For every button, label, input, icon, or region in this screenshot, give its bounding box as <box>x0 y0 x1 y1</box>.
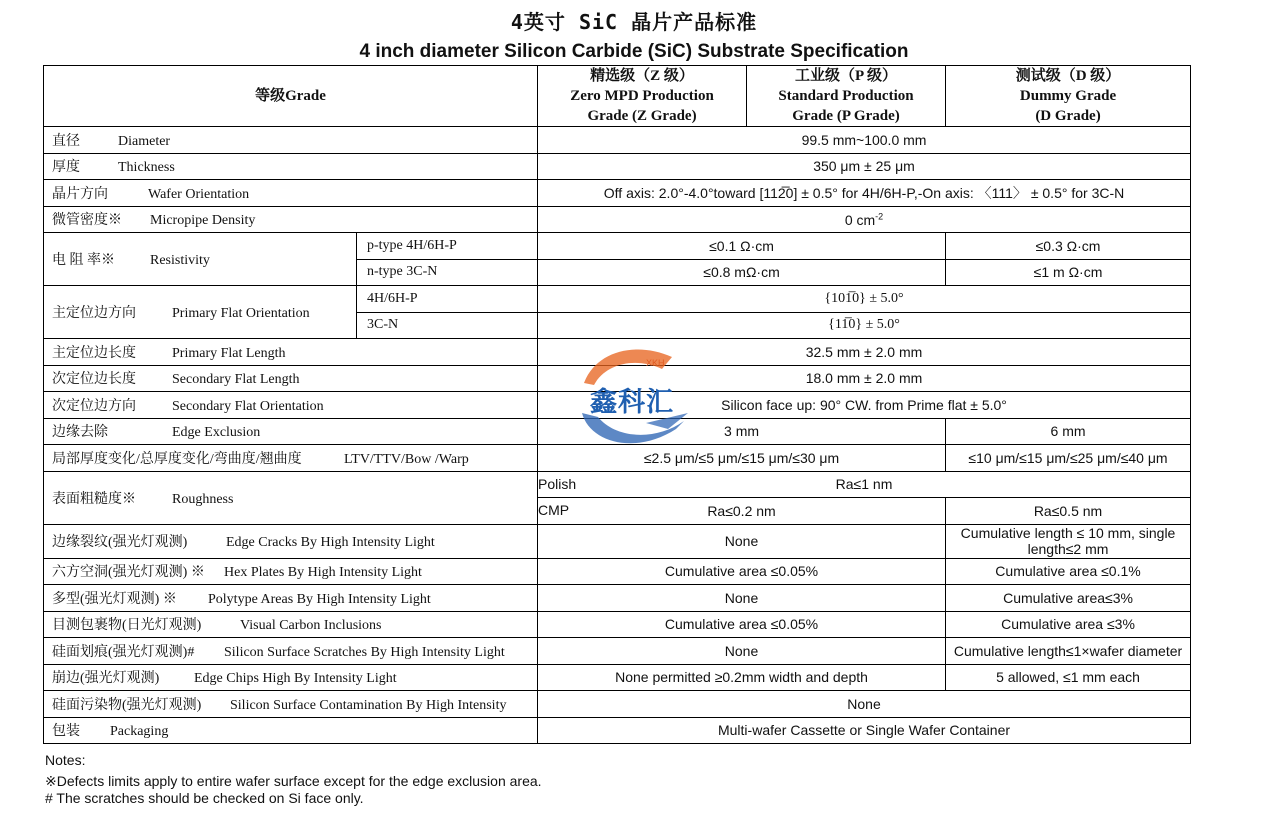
row-value: 6 mm <box>946 418 1191 445</box>
row-value: ≤0.8 mΩ·cm <box>538 259 946 286</box>
row-label-en: Edge Chips High By Intensity Light <box>194 671 397 687</box>
table-row <box>44 691 1191 718</box>
cmp-label: CMP <box>538 502 570 518</box>
row-value: {101̅0} ± 5.0° <box>538 286 1191 313</box>
row-value: None permitted ≥0.2mm width and depth <box>538 664 946 691</box>
logo-mark: XKH <box>646 358 665 368</box>
table-row <box>44 585 1191 612</box>
table-row <box>44 286 1191 313</box>
row-label-cn: 局部厚度变化/总厚度变化/弯曲度/翘曲度 <box>52 451 302 467</box>
table-header-row <box>44 66 1191 127</box>
row-value: None <box>538 524 946 558</box>
row-label-en: Visual Carbon Inclusions <box>240 618 382 634</box>
row-value: ≤10 μm/≤15 μm/≤25 μm/≤40 μm <box>946 445 1191 472</box>
table-row <box>44 471 1191 498</box>
row-label-cn: 次定位边方向 <box>52 398 136 414</box>
page-title-cn: 4英寸 SiC 晶片产品标准 <box>510 10 758 34</box>
cmp-zp-value: Ra≤0.2 nm <box>707 502 776 519</box>
row-label-cn: 表面粗糙度※ <box>52 491 136 507</box>
table-row <box>44 558 1191 585</box>
row-label-cn: 主定位边长度 <box>52 345 136 361</box>
row-label-en: Silicon Surface Contamination By High Intensity <box>230 697 507 713</box>
row-label-cn: 晶片方向 <box>52 186 108 202</box>
p-grade-header: 工业级（P 级） Standard Production Grade (P Grade) <box>747 66 946 127</box>
exponent: -2 <box>875 210 884 221</box>
row-label-en: Primary Flat Length <box>172 345 286 361</box>
row-value: {11̅0} ± 5.0° <box>538 312 1191 339</box>
row-value: 350 μm ± 25 μm <box>538 153 1191 180</box>
row-label-en: Primary Flat Orientation <box>172 306 310 321</box>
row-label-cn: 崩边(强光灯观测) <box>52 671 160 687</box>
logo-text: 鑫科汇 <box>590 387 674 418</box>
row-label-en: Micropipe Density <box>150 213 256 229</box>
note-1: ※Defects limits apply to entire wafer surface except for the edge exclusion area. <box>45 773 542 789</box>
row-value: ≤1 m Ω·cm <box>946 259 1191 286</box>
row-label-cn: 厚度 <box>52 160 80 176</box>
row-value <box>538 206 1191 233</box>
row-label-cn: 硅面划痕(强光灯观测)# <box>52 644 195 660</box>
row-value: Cumulative length ≤ 10 mm, single length≤2 mm <box>946 524 1191 558</box>
row-label-cn: 直径 <box>52 133 80 149</box>
table-row <box>44 153 1191 180</box>
table-row <box>44 233 1191 260</box>
row-value: 32.5 mm ± 2.0 mm <box>538 339 1191 366</box>
table-row <box>44 206 1191 233</box>
row-label-en: Secondary Flat Orientation <box>172 398 324 414</box>
table-row <box>44 180 1191 207</box>
row-label-en: Packaging <box>110 724 169 740</box>
row-value: Cumulative area≤3% <box>946 585 1191 612</box>
polytype-label: 4H/6H-P <box>357 286 538 313</box>
row-label-cn: 包装 <box>52 724 80 740</box>
cmp-d-value: Ra≤0.5 nm <box>946 498 1191 525</box>
row-label-en: Secondary Flat Length <box>172 372 300 388</box>
row-label-en: Resistivity <box>150 253 210 268</box>
row-value: Cumulative area ≤0.1% <box>946 558 1191 585</box>
row-value: 3 mm <box>538 418 946 445</box>
z-grade-header: 精选级（Z 级） Zero MPD Production Grade (Z Grade) <box>538 66 747 127</box>
row-value: None <box>538 691 1191 718</box>
table-row <box>44 717 1191 744</box>
page-title-en: 4 inch diameter Silicon Carbide (SiC) Substrate Specification <box>359 41 909 62</box>
row-value: 18.0 mm ± 2.0 mm <box>538 365 1191 392</box>
polytype-label: 3C-N <box>357 312 538 339</box>
row-label-en: Thickness <box>118 160 175 176</box>
row-label-cn: 主定位边方向 <box>52 306 136 321</box>
row-value: None <box>538 638 946 665</box>
cmp-row <box>538 498 946 525</box>
row-value: Cumulative area ≤0.05% <box>538 611 946 638</box>
polish-value: Ra≤1 nm <box>835 476 893 493</box>
d-grade-header: 测试级（D 级） Dummy Grade (D Grade) <box>946 66 1191 127</box>
row-label-cn: 次定位边长度 <box>52 372 136 388</box>
p-type-label: p-type 4H/6H-P <box>357 233 538 260</box>
polish-label: Polish <box>538 475 577 492</box>
notes-heading: Notes: <box>45 752 86 768</box>
row-value: Cumulative length≤1×wafer diameter <box>946 638 1191 665</box>
row-label-cn: 边缘裂纹(强光灯观测) <box>52 535 188 550</box>
row-label-en: Edge Cracks By High Intensity Light <box>226 535 435 550</box>
row-label-cn: 六方空洞(强光灯观测) ※ <box>52 565 205 581</box>
row-value: ≤2.5 μm/≤5 μm/≤15 μm/≤30 μm <box>538 445 946 472</box>
table-row <box>44 524 1191 558</box>
row-label-en: Hex Plates By High Intensity Light <box>224 565 422 581</box>
micropipe-value: 0 $cm^{-2}$ <box>844 210 884 228</box>
row-label-cn: 硅面污染物(强光灯观测) <box>52 697 202 713</box>
row-value: Cumulative area ≤3% <box>946 611 1191 638</box>
row-value: ≤0.3 Ω·cm <box>946 233 1191 260</box>
polish-row <box>538 471 1191 498</box>
table-row <box>44 127 1191 154</box>
row-value: Off axis: 2.0°-4.0°toward [112̅0] ± 0.5° for 4H/6H-P,-On axis: 〈111〉 ± 0.5° for 3C-N <box>538 180 1191 207</box>
row-value: Multi-wafer Cassette or Single Wafer Container <box>538 717 1191 744</box>
table-row <box>44 664 1191 691</box>
row-label-en: LTV/TTV/Bow /Warp <box>344 451 469 467</box>
row-label-en: Roughness <box>172 491 234 507</box>
grade-header: 等级Grade <box>44 66 538 127</box>
table-row <box>44 611 1191 638</box>
row-label-en: Polytype Areas By High Intensity Light <box>208 591 431 607</box>
row-value: None <box>538 585 946 612</box>
row-label-cn: 多型(强光灯观测) ※ <box>52 591 177 607</box>
row-value: Cumulative area ≤0.05% <box>538 558 946 585</box>
row-label-cn: 微管密度※ <box>52 213 122 229</box>
row-value: Silicon face up: 90° CW. from Prime flat ± 5.0° <box>538 392 1191 419</box>
row-label-en: Edge Exclusion <box>172 425 261 441</box>
row-label-en: Silicon Surface Scratches By High Intensity Light <box>224 644 505 660</box>
row-label-en: Wafer Orientation <box>148 186 250 202</box>
table-row <box>44 638 1191 665</box>
row-value: ≤0.1 Ω·cm <box>538 233 946 260</box>
row-value: 99.5 mm~100.0 mm <box>538 127 1191 154</box>
n-type-label: n-type 3C-N <box>357 259 538 286</box>
row-label-cn: 边缘去除 <box>52 425 108 441</box>
row-value: 5 allowed, ≤1 mm each <box>946 664 1191 691</box>
row-label-cn: 电 阻 率※ <box>52 253 115 268</box>
note-2: # The scratches should be checked on Si face only. <box>45 790 364 806</box>
row-label-cn: 目测包裹物(日光灯观测) <box>52 618 202 634</box>
row-label-en: Diameter <box>118 133 171 149</box>
